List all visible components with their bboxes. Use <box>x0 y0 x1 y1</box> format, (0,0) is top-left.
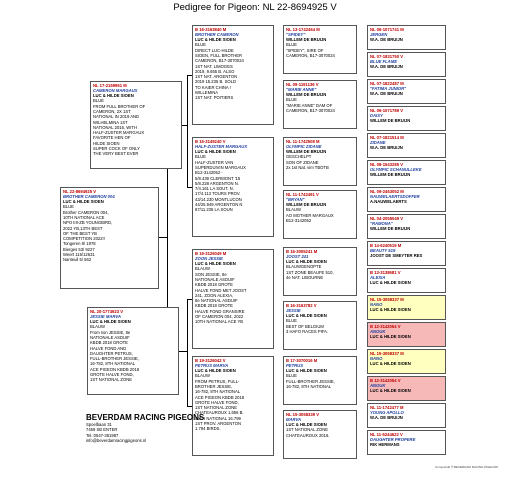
owner-name: LUC & HILDE SIOEN <box>286 313 327 319</box>
owner-name: LUC & HILDE SIOEN <box>370 334 411 340</box>
pigeon-description: BLAUW FROM PETRUS, FULL- BROTHER JESSIE, 16-782, 8TH NATIONAL ACE PIGEON KBDB 2018 GROTE HALVE FOND, 1ST NATIONAL ZONE CHATEAUROUX 1.656 B. 59TH NATIONAL 16.799 1ST PROV. ARGENTON 1.794 BIRDS. <box>195 373 245 432</box>
ring-number: B 17-3070016 M <box>286 357 318 363</box>
ring-number: B 12-3142054 V <box>370 377 401 383</box>
ring-number: NL 07-1821514 M <box>370 134 404 140</box>
pigeon-name: DAUGHTER PROPERE <box>370 436 416 442</box>
ring-number: NL 04-2055049 V <box>370 215 403 221</box>
pigeon-description: BLUE "MARIE ANNE" DAM OF CAMERON, B17-3070024 <box>286 97 335 113</box>
owner-name: LUC & HILDE SIOEN <box>195 37 236 43</box>
pedigree-card-gen5[interactable] <box>367 403 446 428</box>
pigeon-name: OLYMPIC ZIDANE <box>286 143 322 149</box>
pigeon-name: OLYMPIC SCHANULLEKE <box>370 166 422 172</box>
connector-line <box>187 406 192 407</box>
pigeon-name: ANOUK <box>370 328 386 334</box>
ring-number: NL 07-1822487 M <box>370 80 404 86</box>
ring-number: NL 15-3058337 M <box>370 296 404 302</box>
ring-number: B 13-3138681 V <box>370 269 401 275</box>
ring-number: B 15-3149240 V <box>195 138 226 144</box>
connector-line <box>187 187 192 188</box>
pigeon-name: BROTHER CAMERON 004 <box>63 193 115 199</box>
pigeon-name: JOOST 241 <box>286 253 309 259</box>
ring-number: NL 15-3058339 V <box>286 411 319 417</box>
ring-number: NL 13-1742464 M <box>286 26 320 32</box>
connector-line <box>187 299 192 300</box>
breeder-email[interactable]: info@beverdamracingpigeons.nl <box>86 438 147 444</box>
owner-name: LUC & HILDE SIOEN <box>93 93 134 99</box>
pedigree-card-sdd[interactable] <box>283 190 357 239</box>
pedigree-card-gen5[interactable] <box>367 79 446 104</box>
ring-number: NL 09-1191136 V <box>286 81 319 87</box>
pigeon-name: CAMERON MARGAUX <box>93 87 138 93</box>
pedigree-card-gen5[interactable] <box>367 241 446 266</box>
pedigree-card-gen5[interactable] <box>367 430 446 455</box>
owner-name: WILLEM DE BRUIJN <box>286 37 327 43</box>
pigeon-name: JESSIE MARVA <box>90 313 121 319</box>
pedigree-card-gen5[interactable] <box>367 160 446 185</box>
pigeon-name: BLUE FLAME <box>370 58 397 64</box>
connector-line <box>187 75 192 76</box>
ring-number: B 19-3126042 V <box>195 357 226 363</box>
pigeon-description: BLAUW SON JESSIE, 8e NATIONALE ASDUIF KBDB 2018 GROTE HALVE FOND MET JOOST 241, ZOON ALEXIA, 8e NATIONAL ASDUIF KBDB 2018 GROTE HALVE FOND GRANSIRE OF CAMERON 004, 2022 10TH NATIONAL ACE YB <box>195 266 247 325</box>
pedigree-card-ssd[interactable] <box>283 80 357 129</box>
pedigree-card-dam[interactable] <box>87 307 179 395</box>
pigeon-description: GESCHELPT SON OF ZIDANE 2x 1st Nat. vim TBOTB <box>286 154 329 170</box>
ring-number: NL 11-5244622 V <box>370 431 403 437</box>
owner-name: LUC & HILDE SIOEN <box>370 307 411 313</box>
breeder-info <box>86 415 204 444</box>
ring-number: B 12-3142054 V <box>370 323 401 329</box>
owner-name: W.A. DE BRUIJN <box>370 64 403 70</box>
pigeon-name: HALF-ZUSTER MARGAUX <box>195 143 248 149</box>
ring-number: NL 11-1742491 V <box>286 191 319 197</box>
pedigree-card-dss[interactable] <box>283 247 357 296</box>
owner-name: LUC & HILDE SIOEN <box>195 368 236 374</box>
owner-name: LUC & HILDE SIOEN <box>370 388 411 394</box>
pedigree-card-gen5[interactable] <box>367 106 446 131</box>
owner-name: LUC & HILDE SIOEN <box>195 149 236 155</box>
owner-name: RIK HERMANS <box>370 442 400 448</box>
ring-number: B 19-3126049 M <box>195 250 227 256</box>
owner-name: W.A. DE BRUIJN <box>370 91 403 97</box>
ring-number: B 16-3005241 M <box>286 248 318 254</box>
ring-number: NL 17-2159951 M <box>93 82 127 88</box>
pedigree-card-sire-dam[interactable] <box>192 137 274 237</box>
pigeon-description: BLUE FROM FULL BROTHER OF CAMERON, 2X 1ST NATIONAL IN 2019 AND WILHELMINA 1ST NATIONAL 2016, WITH HALF-ZUSTER MARGAUX FAVORITE HEN OF HILDE SIOEN SUPER COCK OF ONLY THE VERY BEST EVER <box>93 98 146 157</box>
ring-number: B 16-3163840 M <box>195 26 227 32</box>
pedigree-card-gen5[interactable] <box>367 349 446 374</box>
breeder-city: 7459 SB ENTER <box>86 427 118 433</box>
ring-number: NL 22-8694925 V <box>63 188 96 194</box>
pedigree-card-ddd[interactable] <box>283 410 357 459</box>
pigeon-description: BLAUW AO MOTHER MARGAUX B12-3142052 <box>286 207 334 223</box>
pedigree-card-dsd[interactable] <box>283 301 357 350</box>
pedigree-card-gen5[interactable] <box>367 295 446 320</box>
pigeon-description: BLAUWGENOPTE 1ST ZONE BEAUFE 510, 4e NAT. LIBOURNE <box>286 264 334 280</box>
ring-number: NL 11-1742477 M <box>370 404 404 410</box>
pigeon-name: JESSIE <box>286 307 301 313</box>
breeder-name: BEVERDAM RACING PIGEONS <box>86 413 205 422</box>
pigeon-name: "MARIE ANNE" <box>286 86 317 92</box>
connector-line <box>187 299 188 406</box>
owner-name: LUC & HILDE SIOEN <box>63 199 104 205</box>
ring-number: NL 11-1742508 M <box>286 138 320 144</box>
pigeon-description: BLUE Brother CAMERON 004, 10TH NATIONAL ACE NPO IIII-ZB YOUNGBIRD, 2022 YB,13TH BEST OF THE BEST YB COMPETITION 2022!! Tongeren 8/ 1978 Bierges 53/ 9227 Weert 115/12631 Nanteuil 5/ 562 <box>63 204 113 263</box>
pigeon-description: BLUE HALF-ZUSTER VAN SUPERDUIVIN MARGAUX B12-3142052 - 5/8.439 CLERMONT '15 5/8.228 ARGENTON N. 7/4.161 LA SOUT. N. 17/4.113 TOURS PROV. 43/14.230 MONTLUCON 44/25.949 ARGENTON N 87/11.235 LA SOUN <box>195 154 246 213</box>
owner-name: LUC & HILDE SIOEN <box>286 259 327 265</box>
owner-name: WILLEM DE BRUIJN <box>370 172 411 178</box>
ring-number: NL 06-1071789 V <box>370 107 403 113</box>
connector-line <box>179 351 187 352</box>
pedigree-card-sds[interactable] <box>283 137 357 186</box>
owner-name: LUC & HILDE SIOEN <box>286 368 327 374</box>
pigeon-name: "RAMONA" <box>370 220 393 226</box>
pedigree-card-gen5[interactable] <box>367 52 446 77</box>
footer-credit: Compuclub ® BEVERDAM RACING PIGEONS <box>435 465 498 469</box>
ring-number: B 14-6240519 M <box>370 242 402 248</box>
pedigree-card-gen5[interactable] <box>367 133 446 158</box>
pigeon-name: PETRUS <box>286 362 303 368</box>
connector-line <box>167 169 168 307</box>
ring-number: NL 20-1774923 V <box>90 308 123 314</box>
owner-name: WILLEM DE BRUIJN <box>370 226 411 232</box>
pedigree-card-sss[interactable] <box>283 25 357 74</box>
pedigree-card-subject[interactable] <box>60 187 159 289</box>
ring-number: NL 07-1831750 V <box>370 53 403 59</box>
pigeon-name: "FATIMA JUNIOR" <box>370 85 407 91</box>
owner-name: JOOST DE SMEYTER RES <box>370 253 423 259</box>
owner-name: W.A. DE BRUIJN <box>370 145 403 151</box>
ring-number: NL 08-1543285 V <box>370 161 403 167</box>
connector-line <box>159 237 167 238</box>
pigeon-name: PETRUS MARVA <box>195 362 229 368</box>
pigeon-name: NAUWELAERTSDOFFER <box>370 193 420 199</box>
owner-name: WILLEM DE BRUIJN <box>286 202 327 208</box>
pigeon-name: BEAUTY 519 <box>370 247 396 253</box>
ring-number: NL 09-2463052 M <box>370 188 404 194</box>
pigeon-name: JERGEN <box>370 31 388 37</box>
pigeon-description: BLAUW From son JESSIE, 8e NATIONALE ASDUIF KBDB 2018 GROTE HALVE FOND AND DAUGHTER PETRUS, FULL-BROTHER JESSIE, 16-782, 8TH NATIONAL ACE PIGEON KBDB 2018 GROTE HALVE FOND, 1ST NATIONAL ZONE <box>90 324 140 383</box>
pedigree-card-gen5[interactable] <box>367 214 446 239</box>
pedigree-card-gen5[interactable] <box>367 322 446 347</box>
pigeon-name: MARVA <box>286 416 302 422</box>
owner-name: LUC & HILDE SIOEN <box>370 361 411 367</box>
pigeon-name: NANO <box>370 301 383 307</box>
owner-name: WILLEM DE BRUIJN <box>286 92 327 98</box>
owner-name: LUC & HILDE SIOEN <box>90 319 131 325</box>
connector-line <box>187 75 188 187</box>
pedigree-card-sire[interactable] <box>90 81 182 169</box>
pigeon-name: DAISY <box>370 112 383 118</box>
pedigree-card-sire-sire[interactable] <box>192 25 274 125</box>
pedigree-card-gen5[interactable] <box>367 268 446 293</box>
owner-name: WILLEM DE BRUIJN <box>286 149 327 155</box>
pigeon-name: YOUNG APOLLO <box>370 409 404 415</box>
page-title: Pedigree for Pigeon: NL 22-8694925 V <box>173 2 337 13</box>
pigeon-description: BLUE BEST OF BELGIUM 3 HAFO RACES PIFA. <box>286 318 329 334</box>
pedigree-card-gen5[interactable] <box>367 376 446 401</box>
owner-name: W.A. DE BRUIJN <box>370 415 403 421</box>
owner-name: WILLEM DE BRUIJN <box>370 118 411 124</box>
breeder-street: Spoelbaan 31 <box>86 421 112 427</box>
owner-name: LUC & HILDE SIOEN <box>195 261 236 267</box>
pigeon-name: ALEXIA <box>370 274 386 280</box>
pigeon-name: ANOUK <box>370 382 386 388</box>
ring-number: NL 15-3058337 M <box>370 350 404 356</box>
pigeon-name: "SPIDEY" <box>286 31 306 37</box>
owner-name: LUC & HILDE SIOEN <box>370 280 411 286</box>
ring-number: NL 06-1071741 M <box>370 26 404 32</box>
ring-number: B 16-3163782 V <box>286 302 317 308</box>
pedigree-card-dds[interactable] <box>283 356 357 405</box>
pigeon-description: BLUE DIRECT LUC-HILDE SIOEN, FULL BROTHER CAMERON, B17-3070024 1ST NAT. LIMOGES 2019, 9.655 B. ALSO 1ST NAT. ARGENTON 2019 15.235 B. SOLD TO KAIER CHINA ! WILLEMINA 1ST NAT. POITIERS <box>195 42 244 101</box>
pigeon-name: ZIDANE <box>370 139 386 145</box>
pigeon-description: 1ST NATIONAL ZONE CHATEAUROUX 2016. <box>286 427 330 438</box>
owner-name: LUC & HILDE SIOEN <box>286 422 327 428</box>
pedigree-card-dam-dam[interactable] <box>192 356 274 456</box>
breeder-phone: Tel.:0547-381987 <box>86 432 119 438</box>
pigeon-description: BLUE "SPIDEY", SIRE OF CAMERON, B17-3070024 <box>286 42 335 58</box>
pigeon-name: ZOON JESSIE <box>195 255 223 261</box>
pedigree-card-dam-sire[interactable] <box>192 249 274 349</box>
pedigree-card-gen5[interactable] <box>367 187 446 212</box>
pigeon-name: "BRYAN" <box>286 196 305 202</box>
pigeon-name: NANO <box>370 355 383 361</box>
pedigree-card-gen5[interactable] <box>367 25 446 50</box>
owner-name: A.NAUWELAERTS <box>370 199 407 205</box>
owner-name: W.A. DE BRUIJN <box>370 37 403 43</box>
pigeon-description: BLUE FULL-BROTHER JESSIE, 16-782, 8TH NATIONAL <box>286 373 335 389</box>
pigeon-name: BROTHER CAMERON <box>195 31 239 37</box>
